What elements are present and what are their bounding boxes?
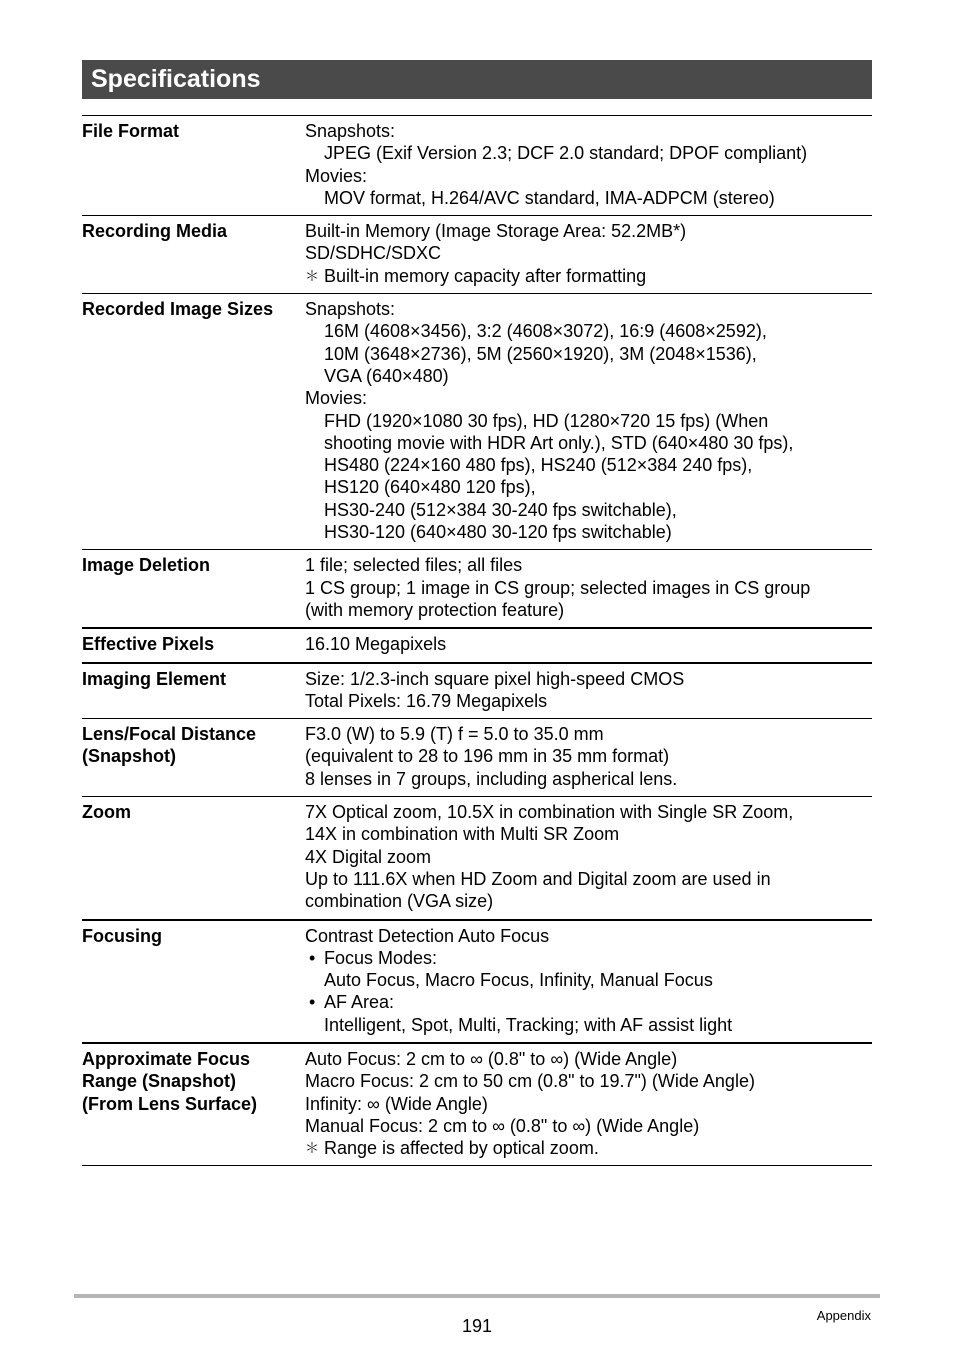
- spec-label-line: Focusing: [82, 925, 162, 946]
- spec-label-line: Imaging Element: [82, 668, 227, 689]
- spec-label: [82, 298, 305, 543]
- spec-row: [82, 1044, 872, 1166]
- spec-value-line: 14X in combination with Multi SR Zoom: [305, 824, 620, 845]
- spec-value-line: VGA (640×480): [324, 365, 449, 386]
- spec-value-line: SD/SDHC/SDXC: [305, 243, 442, 264]
- spec-value-line: Total Pixels: 16.79 Megapixels: [305, 690, 548, 711]
- spec-label-line: (Snapshot): [82, 746, 176, 767]
- spec-value: [305, 925, 872, 1036]
- spec-label-line: File Format: [82, 121, 180, 141]
- spec-label: [82, 801, 305, 912]
- spec-value-line: Infinity: ∞ (Wide Angle): [305, 1093, 488, 1114]
- spec-footnote: ＊ Built-in memory capacity after formatting: [305, 265, 872, 287]
- spec-value: [305, 120, 872, 209]
- specifications-table: [82, 115, 872, 1166]
- spec-value-line: 1 file; selected files; all files: [305, 555, 523, 576]
- spec-value-line: (with memory protection feature): [305, 599, 565, 620]
- spec-value-line: shooting movie with HDR Art only.), STD (640×480 30 fps),: [324, 432, 794, 453]
- spec-label: [82, 668, 305, 713]
- spec-row: [82, 116, 872, 216]
- page-number: 191: [461, 1316, 493, 1336]
- spec-label: [82, 633, 305, 655]
- spec-value-line: Manual Focus: 2 cm to ∞ (0.8" to ∞) (Wide Angle): [305, 1115, 700, 1136]
- spec-footnote: ＊ Range is affected by optical zoom.: [305, 1137, 872, 1159]
- spec-value-line: 16.10 Megapixels: [305, 634, 447, 655]
- section-label: Appendix: [816, 1308, 871, 1323]
- spec-value-line: Up to 111.6X when HD Zoom and Digital zoom are used in: [305, 868, 771, 889]
- spec-value-line: Auto Focus: 2 cm to ∞ (0.8" to ∞) (Wide Angle): [305, 1048, 678, 1069]
- spec-value-line: 16M (4608×3456), 3:2 (4608×3072), 16:9 (4608×2592),: [324, 321, 767, 342]
- spec-value: [305, 220, 872, 287]
- spec-value-line: 1 CS group; 1 image in CS group; selected images in CS group: [305, 577, 811, 598]
- spec-label: [82, 1048, 305, 1159]
- spec-value: [305, 668, 872, 713]
- spec-value-line: Snapshots:: [305, 299, 396, 320]
- spec-row: [82, 664, 872, 720]
- spec-row: [82, 216, 872, 294]
- spec-value-line: Macro Focus: 2 cm to 50 cm (0.8" to 19.7") (Wide Angle): [305, 1071, 755, 1092]
- spec-value: [305, 723, 872, 790]
- spec-value-line: 8 lenses in 7 groups, including aspherical lens.: [305, 768, 678, 789]
- spec-value-line: 4X Digital zoom: [305, 846, 432, 867]
- spec-label-line: Lens/Focal Distance: [82, 724, 257, 745]
- footer-divider: [74, 1294, 880, 1298]
- spec-bullet-item: • AF Area:: [305, 991, 872, 1013]
- spec-label: [82, 925, 305, 1036]
- spec-value-line: Size: 1/2.3-inch square pixel high-speed CMOS: [305, 668, 685, 689]
- spec-value-line: Movies:: [305, 388, 368, 409]
- spec-value-line: Movies:: [305, 165, 368, 186]
- spec-row: [82, 797, 872, 920]
- spec-value: [305, 298, 872, 543]
- spec-value: [305, 633, 872, 655]
- spec-label: [82, 220, 305, 287]
- spec-label-line: Effective Pixels: [82, 634, 215, 655]
- spec-label-line: Recorded Image Sizes: [82, 299, 274, 320]
- spec-value-line: Snapshots:: [305, 121, 396, 141]
- spec-bullet-item: • Focus Modes:: [305, 947, 872, 969]
- spec-value-line: (equivalent to 28 to 196 mm in 35 mm format): [305, 746, 670, 767]
- spec-value: [305, 801, 872, 912]
- spec-value: [305, 554, 872, 621]
- spec-row: [82, 719, 872, 797]
- spec-label-line: Range (Snapshot): [82, 1071, 237, 1092]
- spec-label-line: Image Deletion: [82, 555, 211, 576]
- spec-label-line: Recording Media: [82, 221, 228, 242]
- spec-value-line: MOV format, H.264/AVC standard, IMA-ADPCM (stereo): [324, 187, 775, 208]
- spec-value-line: combination (VGA size): [305, 891, 494, 912]
- spec-value-line: 10M (3648×2736), 5M (2560×1920), 3M (2048×1536),: [324, 343, 757, 364]
- spec-row: [82, 629, 872, 663]
- spec-value-line: Intelligent, Spot, Multi, Tracking; with AF assist light: [324, 1014, 733, 1035]
- spec-value-line: F3.0 (W) to 5.9 (T) f = 5.0 to 35.0 mm: [305, 724, 604, 745]
- spec-value-line: 7X Optical zoom, 10.5X in combination with Single SR Zoom,: [305, 802, 794, 823]
- spec-label-line: (From Lens Surface): [82, 1093, 258, 1114]
- spec-label: [82, 554, 305, 621]
- spec-label-line: Zoom: [82, 802, 131, 823]
- spec-value-line: HS30-240 (512×384 30-240 fps switchable),: [324, 499, 677, 520]
- spec-row: [82, 550, 872, 629]
- spec-value: [305, 1048, 872, 1159]
- spec-label-line: Approximate Focus: [82, 1048, 251, 1069]
- spec-value-line: Built-in Memory (Image Storage Area: 52.2MB*): [305, 221, 687, 242]
- spec-row: [82, 921, 872, 1044]
- spec-value-line: HS480 (224×160 480 fps), HS240 (512×384 240 fps),: [324, 455, 753, 476]
- spec-label: [82, 120, 305, 209]
- spec-row: [82, 294, 872, 550]
- spec-value-line: FHD (1920×1080 30 fps), HD (1280×720 15 fps) (When: [324, 410, 769, 431]
- spec-value-line: HS30-120 (640×480 30-120 fps switchable): [324, 522, 672, 543]
- spec-value-line: Contrast Detection Auto Focus: [305, 925, 550, 946]
- page-title: Specifications: [91, 65, 261, 93]
- spec-value-line: JPEG (Exif Version 2.3; DCF 2.0 standard; DPOF compliant): [324, 143, 808, 164]
- spec-label: [82, 723, 305, 790]
- spec-value-line: Auto Focus, Macro Focus, Infinity, Manual Focus: [324, 970, 713, 991]
- spec-value-line: HS120 (640×480 120 fps),: [324, 477, 536, 498]
- section-title-bar: [82, 60, 872, 99]
